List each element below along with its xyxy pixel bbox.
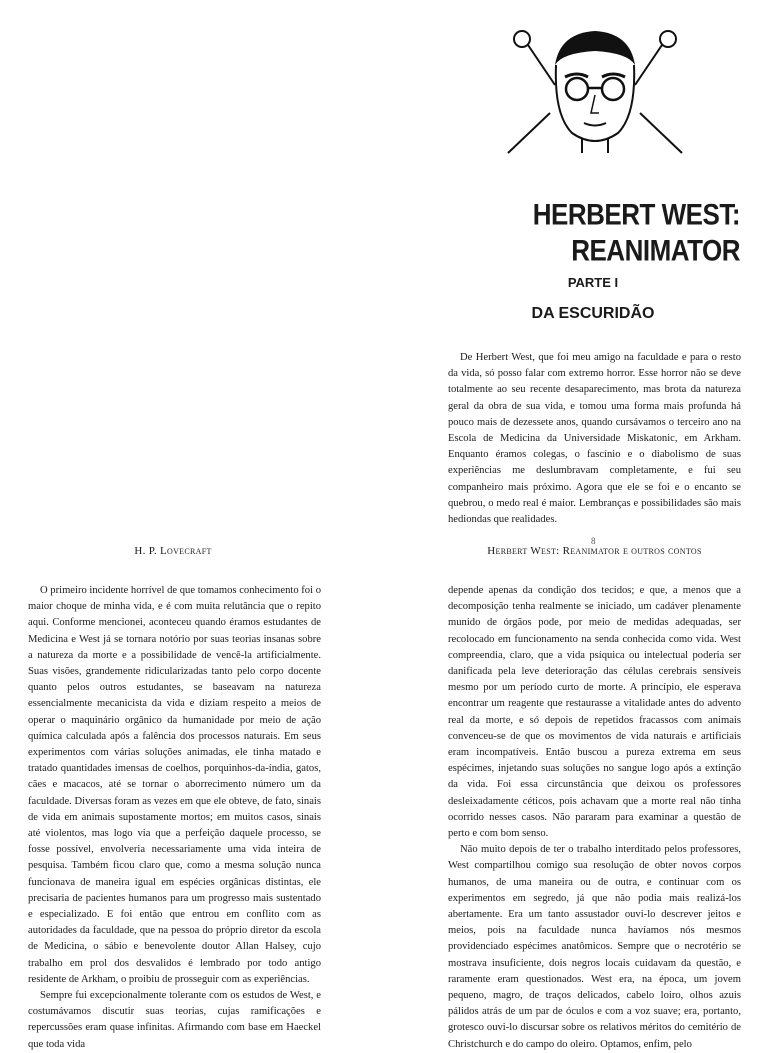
intro-paragraph: De Herbert West, que foi meu amigo na faculdade e para o resto da vida, só posso falar com extremo horror. Esse horror não se deve totalmente ao seu recente desaparecimento, mas brota da natureza geral da obra de sua vida, e tomou uma forma mais profunda há pouco mais de dezessete anos, quando cursávamos o terceiro ano na Escola de Medicina da Universidade Miskatonic, em Arkham. Enquanto éramos colegas, o fascínio e o diabolismo de suas experiências me deslumbravam completamente, e fui seu companheiro mais próximo. Agora que ele se foi e o encanto se quebrou, o medo real é maior. Lembranças e possibilidades são mais hediondas que realidades. [448, 352, 741, 526]
head-with-syringes-icon [500, 25, 690, 155]
intro-text [448, 350, 741, 528]
left-column [28, 583, 321, 1050]
running-head-left: H. P. Lovecraft [134, 545, 212, 557]
paragraph: Sempre fui excepcionalmente tolerante com os estudos de West, e costumávamos discutir suas teorias, cujas ramificações e repercussões eram quase infinitas. Afirmando com base em Haeckel que toda vida [28, 990, 321, 1050]
chapter-title: DA ESCURIDÃO [531, 305, 655, 322]
page-marker: 8 [591, 536, 596, 546]
right-column [448, 583, 741, 1050]
part-label: PARTE I [567, 275, 619, 290]
paragraph: Não muito depois de ter o trabalho interditado pelos professores, West compartilhou comigo sua resolução de obter novos corpos humanos, de uma maneira ou de outra, e continuar com os experimentos em segredo, já que não podia mais realizá-los abertamente. Era um tanto assustador ouvi-lo descrever jeitos e meios, pois na faculdade nunca havíamos nós mesmos providenciado espécimes anatômicos. Sempre que o necrotério se mostrava insuficiente, dois negros locais cuidavam da questão, e raramente eram questionados. West era, na época, um jovem pequeno, magro, de traços delicados, cabelo loiro, olhos azuis pálidos atrás de um par de óculos e com a voz suave; era, portanto, grotesco ouvi-lo discursar sobre os relativos méritos do cemitério de Christchurch e do campo do oleiro. Optamos, enfim, pelo [448, 844, 741, 1050]
paragraph: O primeiro incidente horrível de que tomamos conhecimento foi o maior choque de minha vida, e é com muita relutância que o repito aqui. Conforme mencionei, aconteceu quando éramos estudantes de Medicina e West já se tornara notório por suas teorias insanas sobre a natureza da morte e a possibilidade de vencê-la artificialmente. Suas visões, grandemente ridicularizadas tanto pelo corpo docente quanto pelos outros estudantes, se baseavam na natureza essencialmente mecanicista da vida e diziam respeito a meios de operar o maquinário orgânico da humanidade por meio de ação química calculada após a falência dos processos naturais. Em seus experimentos com várias soluções animadas, ele tinha matado e tratado quantidades imensas de coelhos, porquinhos-da-índia, gatos, cães e macacos, até se tornar o aborrecimento número um da faculdade. Diversas foram as vezes em que ele obteve, de fato, sinais de vida em animais supostamente mortos; em muitos casos, sinais até violentos, mas logo via que a perfeição daquele processo, se fosse possível, envolveria necessariamente uma vida inteira de pesquisa. Também ficou claro que, como a mesma solução nunca funcionava de maneira igual em espécies orgânicas distintas, ele precisaria de pacientes humanos para um progresso mais sustentado e especializado. E foi então que entrou em conflito com as autoridades da faculdade, que na pessoa do próprio diretor da escola de Medicina, o sábio e benevolente doutor Allan Halsey, cujo trabalho em prol dos desvalidos é lembrado por todo antigo residente de Arkham, o proibiu de prosseguir com as experiências. [28, 585, 321, 985]
paragraph: depende apenas da condição dos tecidos; e que, a menos que a decomposição tenha realmente se iniciado, um cadáver plenamente munido de órgãos pode, por meio de medidas adequadas, ser recolocado em funcionamento na senda conhecida como vida. West compreendia, claro, que a vida psíquica ou intelectual poderia ser danificada pela leve deterioração das células cerebrais sensíveis mesmo por um período curto de morte. A princípio, ele esperava encontrar um reagente que restaurasse a vitalidade antes do advento real da morte, e só depois de repetidos fracassos com animais convenceu-se de que os movimentos de vida naturais e artificiais eram incompatíveis. Então buscou a pureza extrema em seus espécimes, injetando suas soluções no sangue logo após a extinção da vida. Foi essa circunstância que deixou os professores desleixadamente céticos, pois achavam que a morte real não tinha ocorrido nesses casos. Não pararam para examinar a questão de perto e com bom senso. [448, 585, 741, 840]
book-title: HERBERT WEST: REANIMATOR [532, 197, 740, 268]
running-head-right: Herbert West: Reanimator e outros contos [487, 545, 702, 557]
